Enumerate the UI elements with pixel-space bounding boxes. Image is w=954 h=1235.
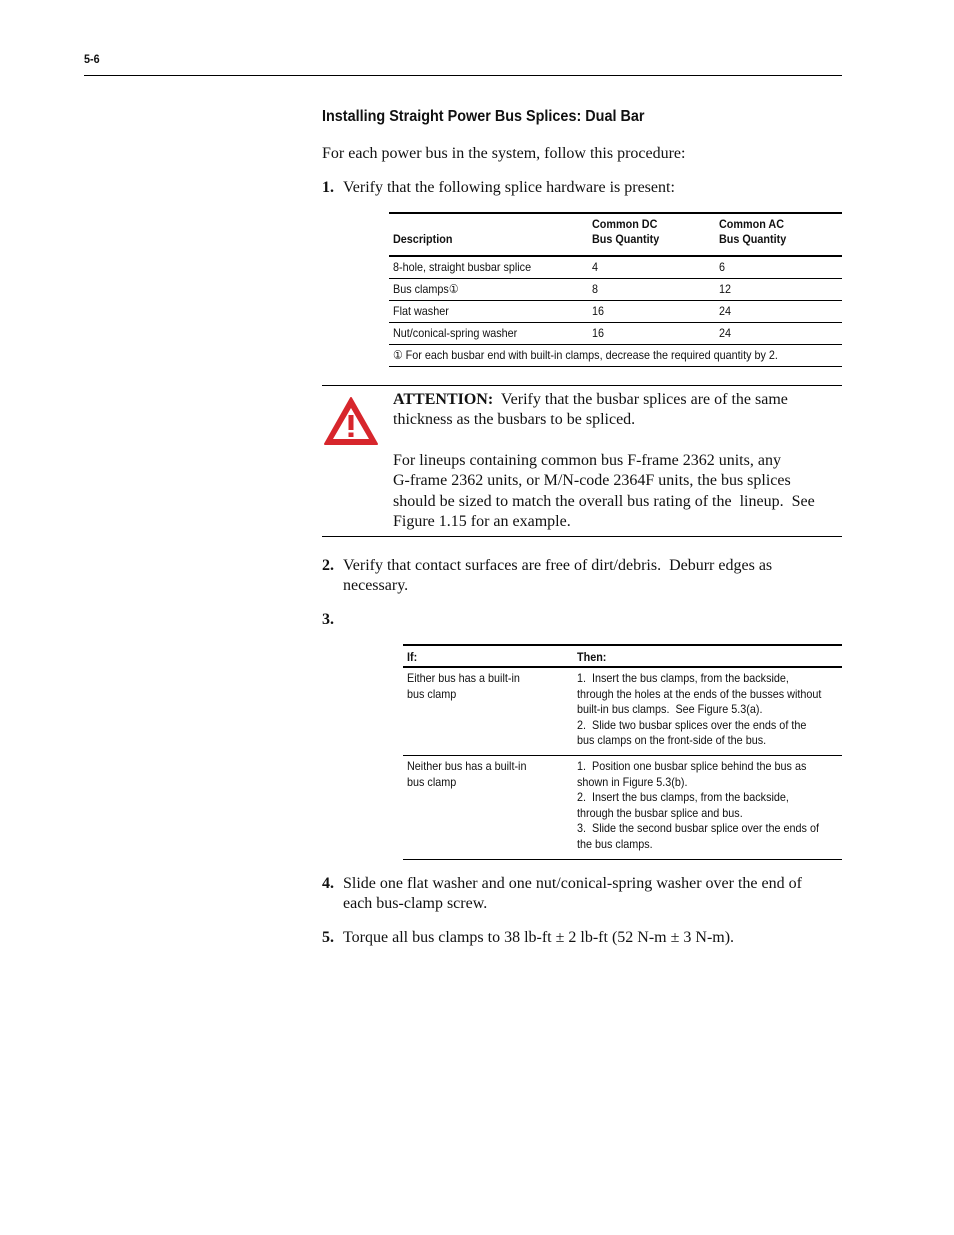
cell-line: the bus clamps. <box>577 836 653 851</box>
if-then-table <box>403 644 842 860</box>
attention-line1: Verify that the busbar splices are of the same <box>493 391 788 408</box>
cell-ac-qty: 24 <box>719 326 732 340</box>
cell-then <box>577 759 840 852</box>
table-header-row <box>389 214 842 255</box>
cell-if <box>407 671 542 702</box>
cell-dc-qty: 4 <box>592 260 599 274</box>
step-text: Verify that the following splice hardware is present: <box>343 179 675 196</box>
step-line: each bus-clamp screw. <box>343 895 488 912</box>
step-line: Verify that contact surfaces are free of dirt/debris. Deburr edges as <box>343 557 773 574</box>
step-number: 5. <box>322 929 334 946</box>
attention-para2-line: Figure 1.15 for an example. <box>393 512 571 530</box>
step-number: 4. <box>322 875 334 892</box>
cell-line: shown in Figure 5.3(b). <box>577 774 688 789</box>
table-row <box>403 756 842 860</box>
cell-ac-qty: 12 <box>719 282 732 296</box>
intro-paragraph: For each power bus in the system, follow this procedure: <box>322 145 686 162</box>
cell-line: built-in bus clamps. See Figure 5.3(a). <box>577 702 763 716</box>
page-number: 5-6 <box>84 52 100 66</box>
step-number: 1. <box>322 179 334 196</box>
cell-dc-qty: 8 <box>592 282 599 296</box>
section-title: Installing Straight Power Bus Splices: Dual Bar <box>322 108 645 125</box>
header-ac-line2: Bus Quantity <box>719 232 787 246</box>
attention-para2-line: should be sized to match the overall bus rating of the lineup. See <box>393 492 815 510</box>
table-footnote <box>389 345 842 367</box>
cell-description: Flat washer <box>393 304 449 318</box>
step-text <box>343 874 842 914</box>
attention-label: ATTENTION: <box>393 391 494 408</box>
header-dc-line1: Common DC <box>592 217 658 231</box>
cell-line: 3. Slide the second busbar splice over the ends of <box>577 821 819 835</box>
hardware-table <box>389 212 842 367</box>
attention-top-rule <box>322 385 842 386</box>
cell-line: bus clamp <box>407 774 457 789</box>
cell-if <box>407 759 542 790</box>
cell-ac-qty: 24 <box>719 304 732 318</box>
cell-description: Bus clamps① <box>393 282 459 296</box>
step-line: Slide one flat washer and one nut/conical-spring washer over the end of <box>343 875 802 892</box>
table-header-row <box>403 646 842 666</box>
cell-line: bus clamps on the front-side of the bus. <box>577 733 767 747</box>
cell-dc-qty: 16 <box>592 304 605 318</box>
attention-paragraph-2 <box>393 451 842 532</box>
table-row <box>389 301 842 323</box>
cell-line: bus clamp <box>407 686 457 701</box>
cell-line: 1. Insert the bus clamps, from the backside, <box>577 671 789 685</box>
header-then: Then: <box>577 650 607 664</box>
table-row <box>389 279 842 301</box>
attention-bottom-rule <box>322 536 842 537</box>
cell-description: 8-hole, straight busbar splice <box>393 260 532 274</box>
cell-line: Either bus has a built-in <box>407 671 520 685</box>
attention-line2: thickness as the busbars to be spliced. <box>393 411 636 428</box>
cell-line: through the holes at the ends of the busses without <box>577 686 822 701</box>
cell-line: 1. Position one busbar splice behind the bus as <box>577 759 807 773</box>
cell-description: Nut/conical-spring washer <box>393 326 518 340</box>
table-row <box>389 323 842 345</box>
step-number: 2. <box>322 557 334 574</box>
cell-line: 2. Slide two busbar splices over the ends of the <box>577 717 807 732</box>
attention-paragraph-1 <box>393 390 842 430</box>
header-dc-line2: Bus Quantity <box>592 232 660 246</box>
footnote-text: ① For each busbar end with built-in clamps, decrease the required quantity by 2. <box>393 348 778 362</box>
cell-line: 2. Insert the bus clamps, from the backside, <box>577 790 789 804</box>
step-text <box>343 556 842 596</box>
cell-line: through the busbar splice and bus. <box>577 805 743 820</box>
table-row <box>403 668 842 756</box>
header-if: If: <box>407 650 418 664</box>
cell-then <box>577 671 840 749</box>
warning-triangle-icon <box>323 396 379 446</box>
header-ac-line1: Common AC <box>719 217 784 231</box>
cell-line: Neither bus has a built-in <box>407 759 527 773</box>
step-line: necessary. <box>343 577 409 594</box>
step-number: 3. <box>322 611 334 628</box>
attention-para2-line: G-frame 2362 units, or M/N-code 2364F units, the bus splices <box>393 472 791 490</box>
attention-para2-line: For lineups containing common bus F-frame 2362 units, any <box>393 452 781 469</box>
step-text: Torque all bus clamps to 38 lb-ft ± 2 lb-ft (52 N-m ± 3 N-m). <box>343 929 735 946</box>
cell-dc-qty: 16 <box>592 326 605 340</box>
table-row <box>389 257 842 279</box>
header-rule <box>84 75 842 76</box>
header-description: Description <box>393 232 453 246</box>
cell-ac-qty: 6 <box>719 260 726 274</box>
